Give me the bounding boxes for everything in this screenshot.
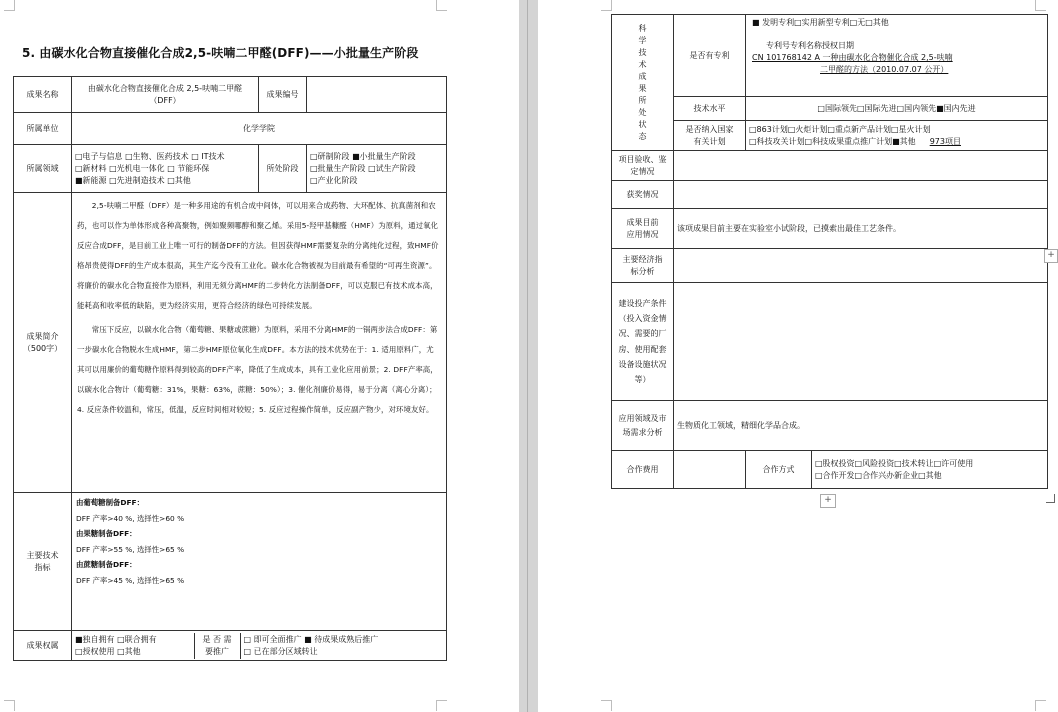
indicator-value: DFF 产率>55 %, 选择性>65 % [76, 544, 185, 554]
field-label: 所属领域 [14, 145, 72, 193]
promotion-label-line: 要推广 [205, 646, 229, 656]
field-options-line: □电子与信息 □生物、医药技术 □ IT技术 [75, 151, 225, 161]
crop-mark [436, 0, 447, 11]
patent-label: 是否有专利 [674, 15, 746, 97]
name-label: 成果名称 [14, 77, 72, 113]
status-label-char: 处 [638, 107, 647, 117]
award-label: 获奖情况 [612, 181, 674, 209]
status-label-char: 所 [638, 95, 647, 105]
indicator-value: DFF 产率>40 %, 选择性>60 % [76, 513, 185, 523]
crop-mark [1035, 700, 1046, 711]
intro-paragraph-1: 2,5-呋喃二甲醛（DFF）是一种多用途的有机合成中间体，可以用来合成药物、大环配体、抗真菌剂和农药，也可以作为单体形成各种高聚物，例如聚频哪醇和聚乙烯。采用5-羟甲基糠醛（HMF）为原料，通过氧化反应合成DFF，是目前工业上唯一可行的制备DFF的方法。但因获得HMF需要复杂的分离纯化过程，致HMF价格昂贵使得DFF的生产成本很高，其生产迄今没有工业化。碳水化合物被视为目前最有希望的“可再生资源”。将廉价的碳水化合物直接作为原料，利用无须分离HMF的二步转化方法制备DFF，可以克服已有技术成本高，能耗高和收率低的缺陷，更为经济实用，更符合经济的绿色可持续发展。 [77, 201, 439, 310]
status-label-char: 状 [638, 119, 647, 129]
document-page-right [538, 0, 1058, 712]
tech-level-options[interactable]: □国际领先□国际先进□国内领先■国内先进 [746, 97, 1048, 121]
national-plan-options-line: □863计划□火炬计划□重点新产品计划□星火计划 [749, 124, 931, 134]
national-plan-label-line: 是否纳入国家 [685, 124, 734, 134]
crop-mark [4, 700, 15, 711]
tech-label [14, 493, 72, 631]
application-label-line: 应用情况 [626, 229, 659, 239]
market-label: 应用领域及市场需求分析 [612, 401, 674, 451]
crop-mark [601, 700, 612, 711]
crop-mark [1035, 0, 1046, 11]
intro-paragraph-2: 常压下反应，以碳水化合物（葡萄糖、果糖或蔗糖）为原料，采用不分离HMF的一锅两步法合成DFF：第一步碳水化合物脱水生成HMF，第二步HMF原位氧化生成DFF。本方法的技术优势在于：1. 适用原料广，尤其可以用廉价的葡萄糖作原料得到较高的DFF产率，降低了生成成本，具有工业化应用前景；2. DFF产率高，以碳水化合物计（葡萄糖：31%，果糖：63%，蔗糖：50%）；3. 催化剂廉价易得，易于分离（离心分离）；4. 反应条件较温和，常压，低温，反应时间相对较短；5. 反应过程操作简单，反应副产物少，对环境友好。 [77, 324, 438, 414]
national-plan-options[interactable] [746, 121, 1048, 151]
stage-options-line: □研制阶段 ■小批量生产阶段 [310, 151, 416, 161]
application-value[interactable]: 该项成果目前主要在实验室小试阶段，已摸索出最佳工艺条件。 [674, 209, 1048, 249]
document-page-left [0, 0, 519, 712]
status-label-char: 技 [638, 47, 647, 57]
stage-options-line: □批量生产阶段 □试生产阶段 [310, 163, 416, 173]
section-heading: 5. 由碳水化合物直接催化合成2,5-呋喃二甲醛(DFF)——小批量生产阶段 [22, 46, 419, 60]
name-value[interactable]: 由碳水化合物直接催化合成 2,5-呋喃二甲醛（DFF） [72, 77, 259, 113]
acceptance-value[interactable] [674, 151, 1048, 181]
promotion-options-line: □ 即可全面推广 ■ 待成果成熟后推广 [243, 634, 379, 644]
crop-mark [4, 0, 15, 11]
investment-conditions-value[interactable] [674, 283, 1048, 401]
status-label-char: 术 [638, 59, 647, 69]
patent-number-title: CN 101768142 A 一种由碳水化合物催化合成 2,5-呋喃 [752, 53, 953, 62]
patent-columns-header: 专利号专利名称授权日期 [766, 41, 854, 50]
achievement-table [13, 76, 447, 661]
tech-level-label: 技术水平 [674, 97, 746, 121]
rights-options-line: □授权使用 □其他 [75, 646, 141, 656]
promotion-label-line: 是 否 需 [202, 634, 232, 644]
patent-info[interactable] [746, 15, 1048, 97]
investment-conditions-label: 建设投产条件（投入资金情况、需要的厂房、使用配套设备设施状况等） [612, 283, 674, 401]
acceptance-label-line: 项目验收、鉴 [618, 154, 667, 164]
patent-title-date: 二甲醛的方法（2010.07.07 公开） [820, 65, 949, 74]
achievement-table-continued [611, 14, 1048, 489]
page-gap [519, 0, 538, 712]
number-label: 成果编号 [259, 77, 307, 113]
application-label-line: 成果目前 [626, 217, 659, 227]
economic-value[interactable] [674, 249, 1048, 283]
status-label-char: 科 [638, 23, 647, 33]
economic-label-line: 主要经济指 [622, 254, 663, 264]
status-label-char: 态 [638, 131, 647, 141]
field-options-line: ■新能源 □先进制造技术 □其他 [75, 175, 191, 185]
number-value[interactable] [307, 77, 447, 113]
intro-text[interactable] [72, 193, 447, 493]
intro-label [14, 193, 72, 493]
coop-mode-options-line: □合作开发□合作兴办新企业□其他 [815, 470, 942, 480]
promotion-options-line: □ 已在部分区域转让 [243, 646, 318, 656]
status-label-char: 成 [638, 71, 647, 81]
economic-label [612, 249, 674, 283]
stage-options-line: □产业化阶段 [310, 175, 358, 185]
stage-label: 所处阶段 [259, 145, 307, 193]
market-value[interactable]: 生物质化工领域，精细化学品合成。 [674, 401, 1048, 451]
status-label [612, 15, 674, 151]
coop-fee-value[interactable] [674, 451, 746, 489]
indicator-heading: 由葡萄糖制备DFF： [76, 498, 144, 507]
unit-label: 所属单位 [14, 113, 72, 145]
stage-options[interactable] [307, 145, 447, 193]
acceptance-label [612, 151, 674, 181]
tech-indicators[interactable] [72, 493, 447, 631]
unit-value[interactable]: 化学学院 [72, 113, 447, 145]
patent-type-options: ■ 发明专利□实用新型专利□无□其他 [752, 18, 889, 27]
promotion-label [194, 633, 240, 659]
status-label-char: 果 [638, 83, 647, 93]
national-plan-options-text: □科技攻关计划□科技成果重点推广计划■其他 [749, 136, 916, 146]
rights-row [72, 631, 447, 661]
promotion-options[interactable] [240, 633, 446, 659]
coop-fee-label: 合作费用 [612, 451, 674, 489]
page-divider [527, 0, 528, 712]
intro-label-line: 成果简介 [26, 331, 59, 341]
tech-label-line: 指标 [34, 562, 51, 572]
crop-mark [436, 700, 447, 711]
coop-mode-options-line: □股权投资□风险投资□技术转让□许可使用 [815, 458, 974, 468]
table-resize-handle[interactable] [1046, 494, 1055, 503]
field-options-line: □新材料 □光机电一体化 □ 节能环保 [75, 163, 210, 173]
add-column-button[interactable]: + [1044, 249, 1058, 263]
add-row-button[interactable]: + [820, 494, 836, 508]
coop-mode-label: 合作方式 [746, 451, 812, 489]
economic-label-line: 标分析 [630, 266, 655, 276]
indicator-heading: 由蔗糖制备DFF： [76, 560, 137, 570]
rights-label: 成果权属 [14, 631, 72, 661]
national-plan-other-value: 973项目 [929, 136, 961, 146]
rights-options-line: ■独自拥有 □联合拥有 [75, 634, 157, 644]
acceptance-label-line: 定情况 [630, 166, 655, 176]
coop-mode-options[interactable] [812, 451, 1048, 489]
award-value[interactable] [674, 181, 1048, 209]
indicator-heading: 由果糖制备DFF： [76, 529, 137, 539]
intro-label-line: （500字） [22, 343, 63, 353]
crop-mark [601, 0, 612, 11]
national-plan-options-line [749, 136, 1044, 148]
national-plan-label-line: 有关计划 [693, 136, 726, 146]
status-label-char: 学 [638, 35, 647, 45]
national-plan-label [674, 121, 746, 151]
tech-label-line: 主要技术 [26, 550, 59, 560]
rights-options[interactable] [72, 633, 194, 659]
application-label [612, 209, 674, 249]
field-options[interactable] [72, 145, 259, 193]
rights-subtable [72, 633, 446, 659]
indicator-value: DFF 产率>45 %, 选择性>65 % [76, 575, 185, 585]
